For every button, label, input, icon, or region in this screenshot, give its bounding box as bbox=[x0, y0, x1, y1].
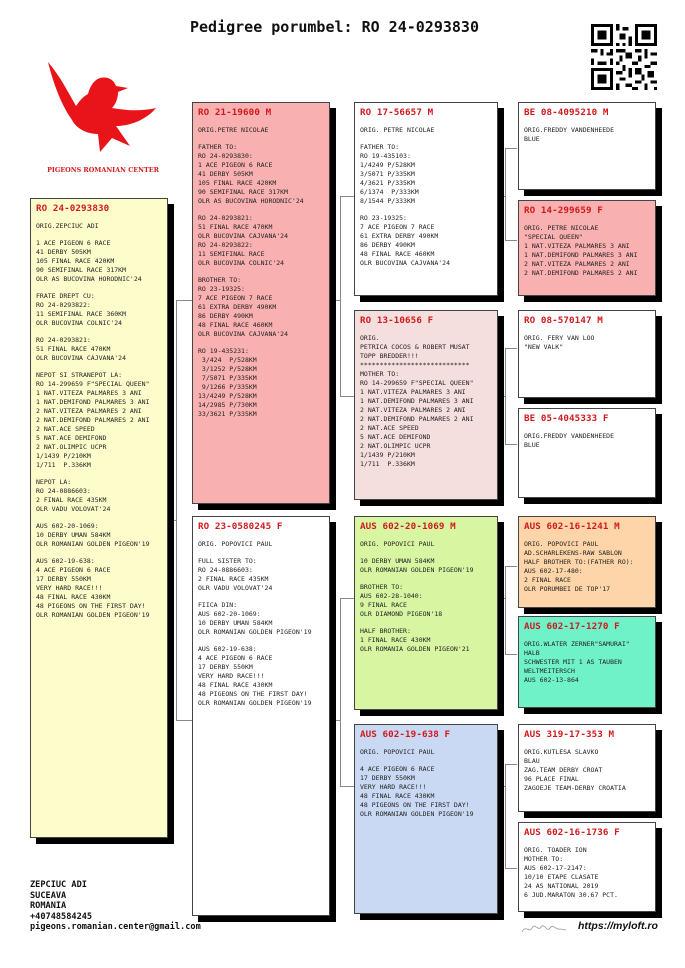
note-line: 3/1252 P/528KM bbox=[198, 365, 257, 373]
connector-line bbox=[505, 148, 506, 240]
great-grandparent-card bbox=[518, 724, 656, 812]
paternal-grandfather-card bbox=[354, 102, 498, 296]
note-line: HALF BROTHER TO:(FATHER RO): bbox=[524, 558, 634, 566]
note-line: 61 EXTRA DERBY 490KM bbox=[360, 232, 439, 240]
pedigree-notes bbox=[524, 224, 650, 278]
connector-line bbox=[498, 196, 506, 197]
note-line: 10 DERBY UMAN 584KM bbox=[360, 557, 435, 565]
note-line: OLR ROMANIAN GOLDEN PIGEON'19 bbox=[360, 810, 474, 818]
note-line bbox=[360, 757, 492, 765]
note-line: RO 24-0886603: bbox=[36, 487, 91, 495]
note-line: ORIG. bbox=[360, 334, 380, 342]
note-line: FATHER TO: bbox=[198, 143, 238, 151]
note-line: 7 ACE PIGEON 7 RACE bbox=[198, 294, 273, 302]
subject-pigeon-card bbox=[30, 198, 168, 838]
qr-code-icon bbox=[591, 24, 657, 90]
pedigree-notes bbox=[198, 126, 324, 419]
note-line: 17 DERBY 550KM bbox=[36, 575, 91, 583]
great-grandparent-card bbox=[518, 616, 656, 708]
note-line: 10/10 ETAPE CLASATE bbox=[524, 873, 599, 881]
note-line: 1/4249 P/528KM bbox=[360, 161, 415, 169]
note-line: ORIG. POPOVICI PAUL bbox=[360, 540, 435, 548]
note-line: 51 FINAL RACE 470KM bbox=[36, 345, 111, 353]
maternal-grandfather-card bbox=[354, 516, 498, 710]
note-line: OLR BUCOVINA CAJVANA'24 bbox=[198, 232, 289, 240]
note-line bbox=[36, 549, 162, 557]
note-line: 1/1439 P/210KM bbox=[36, 452, 91, 460]
note-line: 2 FINAL RACE 435KM bbox=[198, 575, 269, 583]
connector-line bbox=[340, 396, 354, 397]
note-line: OLR AS BUCOVINA HORODNIC'24 bbox=[36, 275, 142, 283]
note-line: MOTHER TO: bbox=[360, 370, 400, 378]
ring-number: BE 05-4045333 F bbox=[524, 413, 609, 424]
connector-line bbox=[505, 566, 517, 567]
note-line: 4 ACE PIGEON 6 RACE bbox=[36, 566, 111, 574]
note-line: RO 23-19325: bbox=[198, 285, 245, 293]
note-line bbox=[36, 284, 162, 292]
connector-line bbox=[498, 786, 506, 787]
note-line bbox=[198, 637, 324, 645]
note-line: ORIG. PETRE NICOLAE bbox=[524, 224, 599, 232]
note-line: 51 FINAL RACE 470KM bbox=[198, 223, 273, 231]
ring-number: AUS 602-16-1241 M bbox=[524, 521, 620, 532]
note-line: 1 FINAL RACE 430KM bbox=[360, 636, 431, 644]
note-line: 5 NAT.ACE DEMIFOND bbox=[36, 434, 107, 442]
paternal-grandmother-card bbox=[354, 310, 498, 500]
note-line: 2 NAT.DEMIFOND PALMARES 2 ANI bbox=[524, 269, 638, 277]
note-line: OLR BUCOVINA COLNIC'24 bbox=[198, 259, 285, 267]
ring-number: AUS 602-20-1069 M bbox=[360, 521, 456, 532]
note-line: AUS 602-20-1069: bbox=[198, 610, 261, 618]
note-line: OLR BUCOVINA CAJVANA'24 bbox=[198, 330, 289, 338]
connector-line bbox=[176, 300, 177, 720]
note-line: 2 NAT.VITEZA PALMARES 2 ANI bbox=[360, 406, 466, 414]
note-line: 2 FINAL RACE 435KM bbox=[36, 496, 107, 504]
pedigree-notes bbox=[36, 222, 162, 620]
note-line: 6 JUD.MARATON 30.67 PCT. bbox=[524, 891, 618, 899]
note-line: MOTHER TO: bbox=[524, 855, 564, 863]
owner-city: SUCEAVA bbox=[30, 890, 67, 901]
note-line: 90 SEMIFINAL RACE 317KM bbox=[198, 188, 289, 196]
note-line bbox=[360, 575, 492, 583]
note-line: 2 NAT.DEMIFOND PALMARES 2 ANI bbox=[36, 416, 150, 424]
note-line: 1/1439 P/210KM bbox=[360, 451, 415, 459]
pedigree-notes bbox=[524, 432, 650, 450]
note-line: BROTHER TO: bbox=[198, 276, 242, 284]
note-line: 1 NAT.DEMIFOND PALMARES 3 ANI bbox=[524, 251, 638, 259]
ring-number: RO 23-0580245 F bbox=[198, 521, 283, 532]
note-line: 2 NAT.ACE SPEED bbox=[36, 425, 95, 433]
note-line: VERY HARD RACE!!! bbox=[198, 672, 265, 680]
note-line bbox=[36, 514, 162, 522]
note-line: 8/1544 P/333KM bbox=[360, 197, 415, 205]
note-line: 7 ACE PIGEON 7 RACE bbox=[360, 223, 435, 231]
note-line: 1 NAT.VITEZA PALMARES 3 ANI bbox=[524, 242, 630, 250]
note-line: OLR ROMANIAN GOLDEN PIGEON'19 bbox=[198, 699, 312, 707]
connector-line bbox=[505, 764, 506, 868]
connector-line bbox=[330, 720, 341, 721]
note-line: RO 24-0293821: bbox=[36, 336, 91, 344]
note-line: 10 DERBY UMAN 584KM bbox=[198, 619, 273, 627]
ring-number: AUS 602-16-1736 F bbox=[524, 827, 620, 838]
note-line: 48 PIGEONS ON THE FIRST DAY! bbox=[198, 690, 308, 698]
note-line: 1 NAT.VITEZA PALMARES 3 ANI bbox=[36, 389, 142, 397]
note-line: RO 24-0293821: bbox=[198, 214, 253, 222]
mother-card bbox=[192, 516, 330, 916]
pedigree-notes bbox=[360, 126, 492, 268]
note-line bbox=[360, 206, 492, 214]
connector-line bbox=[505, 148, 517, 149]
connector-line bbox=[176, 300, 192, 301]
owner-name: ZEPCIUC ADI bbox=[30, 880, 87, 890]
connector-line bbox=[498, 396, 506, 397]
page-title: Pedigree porumbel: RO 24-0293830 bbox=[190, 18, 479, 36]
note-line: 33/3621 P/335KM bbox=[198, 410, 257, 418]
connector-line bbox=[340, 598, 354, 599]
red-dove-logo bbox=[38, 52, 168, 177]
note-line: OLR ROMANIA GOLDEN PIGEON'21 bbox=[360, 645, 470, 653]
note-line: OLR ROMANIAN GOLDEN PIGEON'19 bbox=[360, 566, 474, 574]
note-line: WELTMEITERSCH bbox=[524, 667, 575, 675]
note-line: NEPOT LA: bbox=[36, 478, 72, 486]
father-card bbox=[192, 102, 330, 504]
owner-email: pigeons.romanian.center@gmail.com bbox=[30, 922, 201, 932]
pedigree-notes bbox=[198, 540, 324, 708]
note-line: SCHWESTER MIT 1 AS TAUBEN bbox=[524, 658, 622, 666]
note-line: ZAGOEJE TEAM-DERBY CROATIA bbox=[524, 784, 626, 792]
connector-line bbox=[498, 598, 506, 599]
note-line: TOPP BREDDER!!! bbox=[360, 352, 419, 360]
note-line bbox=[198, 339, 324, 347]
note-line: RO 24-0293822: bbox=[198, 241, 253, 249]
connector-line bbox=[330, 300, 341, 301]
connector-line bbox=[505, 654, 517, 655]
note-line: **************************** bbox=[360, 361, 470, 369]
note-line: 1/711 P.336KM bbox=[36, 461, 91, 469]
note-line: 48 FINAL RACE 460KM bbox=[360, 250, 435, 258]
pedigree-notes bbox=[524, 846, 650, 900]
note-line bbox=[36, 328, 162, 336]
note-line: 48 PIGEONS ON THE FIRST DAY! bbox=[360, 801, 470, 809]
note-line: PETRICA COCOS & ROBERT MUSAT bbox=[360, 343, 470, 351]
note-line bbox=[198, 206, 324, 214]
note-line: 3/424 P/528KM bbox=[198, 356, 257, 364]
note-line: 11 SEMIFINAL RACE 360KM bbox=[36, 310, 127, 318]
great-grandparent-card bbox=[518, 102, 656, 190]
note-line: 2 NAT.OLIMPIC UCPR bbox=[36, 443, 107, 451]
connector-line bbox=[505, 566, 506, 654]
note-line: 90 SEMIFINAL RACE 317KM bbox=[36, 266, 127, 274]
ring-number: AUS 602-17-1270 F bbox=[524, 621, 620, 632]
note-line: 105 FINAL RACE 420KM bbox=[198, 179, 277, 187]
note-line: RO 19-435103: bbox=[360, 152, 411, 160]
note-line: 5 NAT.ACE DEMIFOND bbox=[360, 433, 431, 441]
note-line: OLR ROMANIAN GOLDEN PIGEON'19 bbox=[36, 540, 150, 548]
note-line: 86 DERBY 490KM bbox=[360, 241, 415, 249]
note-line: ORIG.WLATER ZERNER"SAMURAI" bbox=[524, 640, 630, 648]
note-line bbox=[36, 231, 162, 239]
note-line: 10 DERBY UMAN 584KM bbox=[36, 531, 111, 539]
note-line bbox=[198, 135, 324, 143]
note-line: 2 NAT.OLIMPIC UCPR bbox=[360, 442, 431, 450]
logo-text: PIGEONS ROMANIAN CENTER bbox=[47, 166, 159, 174]
note-line: ORIG.ZEPCIUC ADI bbox=[36, 222, 99, 230]
note-line: 2 NAT.VITEZA PALMARES 2 ANI bbox=[36, 407, 142, 415]
note-line: HALF BROTHER: bbox=[360, 627, 411, 635]
note-line: 24 AS NATIONAL 2019 bbox=[524, 882, 599, 890]
note-line: BLAU bbox=[524, 757, 540, 765]
note-line: HALB bbox=[524, 649, 540, 657]
note-line: OLR BUCOVINA COLNIC'24 bbox=[36, 319, 123, 327]
note-line: 48 FINAL RACE 460KM bbox=[198, 321, 273, 329]
signature-icon bbox=[520, 922, 568, 936]
note-line: 14/2985 P/730KM bbox=[198, 401, 257, 409]
pedigree-notes bbox=[524, 334, 650, 352]
great-grandparent-card bbox=[518, 408, 656, 498]
ring-number: AUS 319-17-353 M bbox=[524, 729, 615, 740]
note-line bbox=[36, 363, 162, 371]
note-line: ZAG.TEAM DERBY CROAT bbox=[524, 766, 603, 774]
ring-number: RO 17-56657 M bbox=[360, 107, 434, 118]
note-line: 2 NAT.ACE SPEED bbox=[360, 424, 419, 432]
note-line: 61 EXTRA DERBY 490KM bbox=[198, 303, 277, 311]
pedigree-notes bbox=[524, 126, 650, 144]
connector-line bbox=[505, 348, 517, 349]
note-line: 4/3621 P/335KM bbox=[360, 179, 415, 187]
note-line: 48 FINAL RACE 430KM bbox=[198, 681, 273, 689]
note-line: RO 14-299659 F"SPECIAL QUEEN" bbox=[360, 379, 474, 387]
note-line: OLR ROMANIAN GOLDEN PIGEON'19 bbox=[36, 611, 150, 619]
note-line: 2 NAT.DEMIFOND PALMARES 2 ANI bbox=[360, 415, 474, 423]
note-line: 6/1374 P/333KM bbox=[360, 188, 419, 196]
connector-line bbox=[340, 196, 354, 197]
note-line: 3/5071 P/335KM bbox=[360, 170, 415, 178]
note-line: 2 FINAL RACE bbox=[524, 576, 571, 584]
ring-number: RO 21-19600 M bbox=[198, 107, 272, 118]
note-line: "SPECIAL QUEEN" bbox=[524, 233, 583, 241]
note-line bbox=[36, 470, 162, 478]
owner-country: ROMANIA bbox=[30, 901, 67, 911]
great-grandparent-card bbox=[518, 200, 656, 296]
note-line: FATHER TO: bbox=[360, 143, 400, 151]
pedigree-notes bbox=[360, 748, 492, 819]
note-line: FRATE DREPT CU: bbox=[36, 292, 95, 300]
note-line: AUS 602-17-2147: bbox=[524, 864, 587, 872]
note-line: OLR PORUMBEI DE TOP'17 bbox=[524, 585, 611, 593]
note-line: 1 NAT.VITEZA PALMARES 3 ANI bbox=[360, 388, 466, 396]
note-line: RO 24-0293830: bbox=[198, 152, 253, 160]
note-line: 11 SEMIFINAL RACE bbox=[198, 250, 265, 258]
pedigree-notes bbox=[360, 540, 492, 654]
great-grandparent-card bbox=[518, 310, 656, 398]
note-line: 48 PIGEONS ON THE FIRST DAY! bbox=[36, 602, 146, 610]
note-line: 96 PLACE FINAL bbox=[524, 775, 579, 783]
owner-contact bbox=[30, 880, 201, 933]
note-line: 105 FINAL RACE 420KM bbox=[36, 257, 115, 265]
note-line: 1 NAT.DEMIFOND PALMARES 3 ANI bbox=[36, 398, 150, 406]
connector-line bbox=[168, 520, 177, 521]
note-line bbox=[198, 268, 324, 276]
connector-line bbox=[340, 598, 341, 786]
note-line: RO 23-19325: bbox=[360, 214, 407, 222]
note-line: 48 FINAL RACE 430KM bbox=[36, 593, 111, 601]
note-line: 1 NAT.DEMIFOND PALMARES 3 ANI bbox=[360, 397, 474, 405]
note-line: RO 24-0886603: bbox=[198, 566, 253, 574]
note-line: RO 14-299659 F"SPECIAL QUEEN" bbox=[36, 380, 150, 388]
pedigree-notes bbox=[360, 334, 492, 469]
ring-number: RO 14-299659 F bbox=[524, 205, 603, 216]
note-line: OLR VADU VOLOVAT'24 bbox=[36, 505, 111, 513]
note-line: 48 FINAL RACE 430KM bbox=[360, 792, 435, 800]
note-line: ORIG.PETRE NICOLAE bbox=[198, 126, 269, 134]
connector-line bbox=[505, 764, 517, 765]
ring-number: BE 08-4095210 M bbox=[524, 107, 609, 118]
maternal-grandmother-card bbox=[354, 724, 498, 914]
note-line: 17 DERBY 550KM bbox=[198, 663, 253, 671]
ring-number: RO 24-0293830 bbox=[36, 203, 110, 214]
note-line: ORIG. PETRE NICOLAE bbox=[360, 126, 435, 134]
note-line: 17 DERBY 550KM bbox=[360, 774, 415, 782]
note-line: AUS 602-20-1069: bbox=[36, 522, 99, 530]
owner-phone: +40748584245 bbox=[30, 911, 93, 922]
note-line: ORIG. FERY VAN LOO bbox=[524, 334, 595, 342]
pedigree-notes bbox=[524, 748, 650, 793]
note-line: 4 ACE PIGEON 6 RACE bbox=[198, 654, 273, 662]
note-line: 9 FINAL RACE bbox=[360, 601, 407, 609]
connector-line bbox=[176, 720, 192, 721]
note-line: BLUE bbox=[524, 135, 540, 143]
great-grandparent-card bbox=[518, 516, 656, 608]
note-line: "NEW VALK" bbox=[524, 343, 564, 351]
note-line: RO 19-435231: bbox=[198, 347, 249, 355]
note-line: 1/711 P.336KM bbox=[360, 460, 415, 468]
connector-line bbox=[505, 240, 517, 241]
connector-line bbox=[340, 196, 341, 396]
note-line: 86 DERBY 490KM bbox=[198, 312, 253, 320]
note-line: VERY HARD RACE!!! bbox=[36, 584, 103, 592]
note-line: AUS 602-17-480: bbox=[524, 567, 583, 575]
note-line bbox=[360, 135, 492, 143]
note-line: BROTHER TO: bbox=[360, 583, 404, 591]
note-line bbox=[360, 619, 492, 627]
note-line: AUS 602-19-638: bbox=[198, 645, 257, 653]
note-line: 9/1266 P/335KM bbox=[198, 383, 257, 391]
note-line: RO 24-0293822: bbox=[36, 301, 91, 309]
note-line: 41 DERBY 505KM bbox=[36, 248, 91, 256]
note-line: 2 NAT.VITEZA PALMARES 2 ANI bbox=[524, 260, 630, 268]
note-line: ORIG.KUTLESA SLAVKO bbox=[524, 748, 599, 756]
note-line: AUS 602-28-1040: bbox=[360, 592, 423, 600]
note-line: AD.SCHARLEKENS-RAW SABLON bbox=[524, 549, 622, 557]
note-line bbox=[360, 549, 492, 557]
note-line: FULL SISTER TO: bbox=[198, 557, 257, 565]
note-line: ORIG.FREDDY VANDENHEEDE bbox=[524, 432, 615, 440]
note-line: OLR VADU VOLOVAT'24 bbox=[198, 584, 273, 592]
footer-url-link[interactable]: https://myloft.ro bbox=[578, 920, 658, 932]
note-line: ORIG. POPOVICI PAUL bbox=[360, 748, 435, 756]
connector-line bbox=[505, 444, 517, 445]
note-line: 41 DERBY 505KM bbox=[198, 170, 253, 178]
note-line: 1 ACE PIGEON 6 RACE bbox=[198, 161, 273, 169]
connector-line bbox=[505, 868, 517, 869]
connector-line bbox=[340, 786, 354, 787]
note-line: FIICA DIN: bbox=[198, 601, 238, 609]
note-line: ORIG. POPOVICI PAUL bbox=[198, 540, 273, 548]
note-line: 1 ACE PIGEON 6 RACE bbox=[36, 239, 111, 247]
note-line: OLR ROMANIAN GOLDEN PIGEON'19 bbox=[198, 628, 312, 636]
note-line: ORIG.FREDDY VANDENHEEDE bbox=[524, 126, 615, 134]
pedigree-notes bbox=[524, 540, 650, 594]
note-line bbox=[198, 549, 324, 557]
pedigree-notes bbox=[524, 640, 650, 685]
note-line: 13/4249 P/528KM bbox=[198, 392, 257, 400]
note-line: OLR BUCOVINA CAJVANA'24 bbox=[360, 259, 451, 267]
ring-number: RO 13-10656 F bbox=[360, 315, 434, 326]
note-line: AUS 602-19-638: bbox=[36, 557, 95, 565]
note-line: BLUE bbox=[524, 441, 540, 449]
note-line: AUS 602-13-864 bbox=[524, 676, 579, 684]
note-line: OLR DIAMOND PIGEON'18 bbox=[360, 610, 443, 618]
note-line: ORIG. POPOVICI PAUL bbox=[524, 540, 599, 548]
ring-number: RO 08-570147 M bbox=[524, 315, 603, 326]
great-grandparent-card bbox=[518, 822, 656, 912]
note-line: ORIG. TOADER ION bbox=[524, 846, 587, 854]
note-line: VERY HARD RACE!!! bbox=[360, 783, 427, 791]
note-line: NEPOT SI STRANEPOT LA: bbox=[36, 371, 123, 379]
ring-number: AUS 602-19-638 F bbox=[360, 729, 451, 740]
note-line bbox=[198, 593, 324, 601]
note-line: OLR AS BUCOVINA HORODNIC'24 bbox=[198, 197, 304, 205]
note-line: 4 ACE PIGEON 6 RACE bbox=[360, 765, 435, 773]
note-line: OLR BUCOVINA CAJVANA'24 bbox=[36, 354, 127, 362]
note-line: 7/5071 P/335KM bbox=[198, 374, 257, 382]
